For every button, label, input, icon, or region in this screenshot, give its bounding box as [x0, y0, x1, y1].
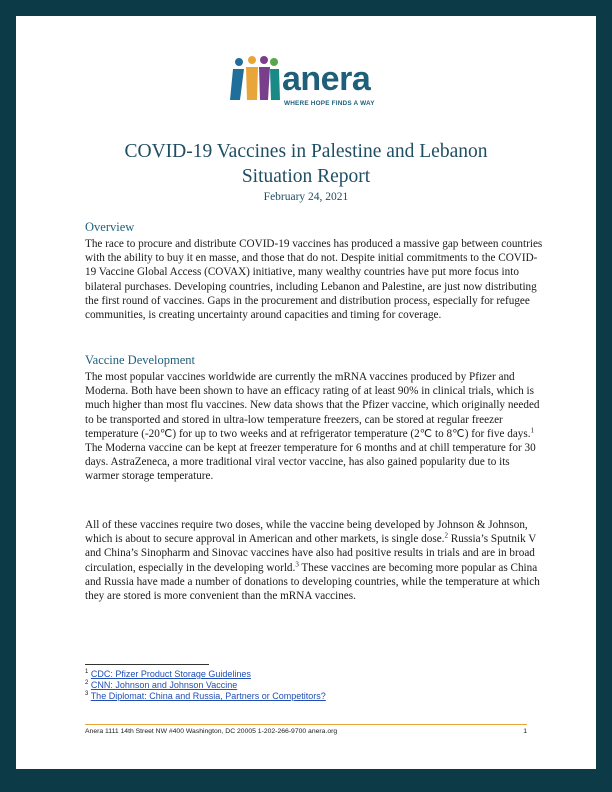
footnote-link-2[interactable]: CNN: Johnson and Johnson Vaccine	[90, 680, 238, 690]
footnote-ref-2[interactable]: 2	[444, 531, 448, 540]
footnote-1: $^1$ CDC: Pfizer Product Storage Guidelines	[85, 669, 251, 679]
footnote-link-1[interactable]: CDC: Pfizer Product Storage Guidelines	[90, 669, 251, 679]
vaccine-development-paragraph-1: The most popular vaccines worldwide are currently the mRNA vaccines produced by Pfizer and Moderna. Both have been shown to have an efficacy rating of at least 90% in clinical trials, which is much higher than most flu vaccines. New data shows that the Pfizer vaccine, which originally needed to be transported and stored in ultra-low temperature freezers, can be stored at regular freezer temperature (-20℃) for up to two weeks and at refrigerator temperature (2℃ to 8℃) for five days.$^1$ The Moderna vaccine can be kept at freezer temperature for 6 months and at chill temperature for 30 days. AstraZeneca, a more traditional viral vector vaccine, has also gained popularity due to its warmer storage temperature.	[85, 371, 540, 483]
footnote-3: $^3$ The Diplomat: China and Russia, Partners or Competitors?	[85, 691, 326, 701]
people-icon	[230, 56, 280, 102]
overview-paragraph: The race to procure and distribute COVID-19 vaccines has produced a massive gap between countries with the ability to buy it en masse, and those that do not. Despite initial commitments to the COVID-19 Vaccine Global Access (COVAX) initiative, many wealthy countries have put more focus into bilateral purchases. Developing countries, including Lebanon and Palestine, are just now distributing the first round of vaccines. Gaps in the procurement and distribution process, especially for refugee communities, is creating uncertainty around capacities and timing for coverage.	[85, 238, 543, 322]
overview-heading: Overview	[85, 220, 135, 234]
page-footer	[85, 728, 527, 735]
footnote-divider	[85, 664, 209, 665]
vaccine-development-heading: Vaccine Development	[85, 353, 196, 367]
document-title: COVID-19 Vaccines in Palestine and Lebanon	[124, 141, 488, 162]
anera-logo	[230, 56, 390, 118]
logo-wordmark: anera	[282, 60, 371, 98]
page-number: 1	[523, 728, 527, 735]
document-page	[16, 16, 596, 769]
footer-address: Anera 1111 14th Street NW #400 Washington, DC 20005 1-202-266-9700 anera.org	[85, 728, 338, 735]
footnote-2: $^2$ CNN: Johnson and Johnson Vaccine	[85, 680, 238, 690]
footnote-ref-1[interactable]: 1	[530, 426, 535, 435]
vaccine-development-paragraph-2: All of these vaccines require two doses, while the vaccine being developed by Johnson & Johnson, which is about to secure approval in American and other markets, is single dose.$^2$ Russia’s Sputnik V and China’s Sinopharm and Sinovac vaccines have also had positive results in trials and are in broad circulation, especially in the developing world.$^3$ These vaccines are becoming more popular as China and Russia have made a number of donations to developing countries, while the temperature at which they are stored is more convenient than the mRNA vaccines.	[85, 519, 540, 603]
footnote-link-3[interactable]: The Diplomat: China and Russia, Partners or Competitors?	[90, 691, 326, 701]
document-subtitle: Situation Report	[241, 166, 371, 187]
logo-tagline: WHERE HOPE FINDS A WAY	[284, 100, 375, 107]
footnote-ref-3[interactable]: 3	[295, 559, 299, 568]
footer-divider	[85, 724, 527, 725]
report-date: February 24, 2021	[263, 191, 349, 203]
